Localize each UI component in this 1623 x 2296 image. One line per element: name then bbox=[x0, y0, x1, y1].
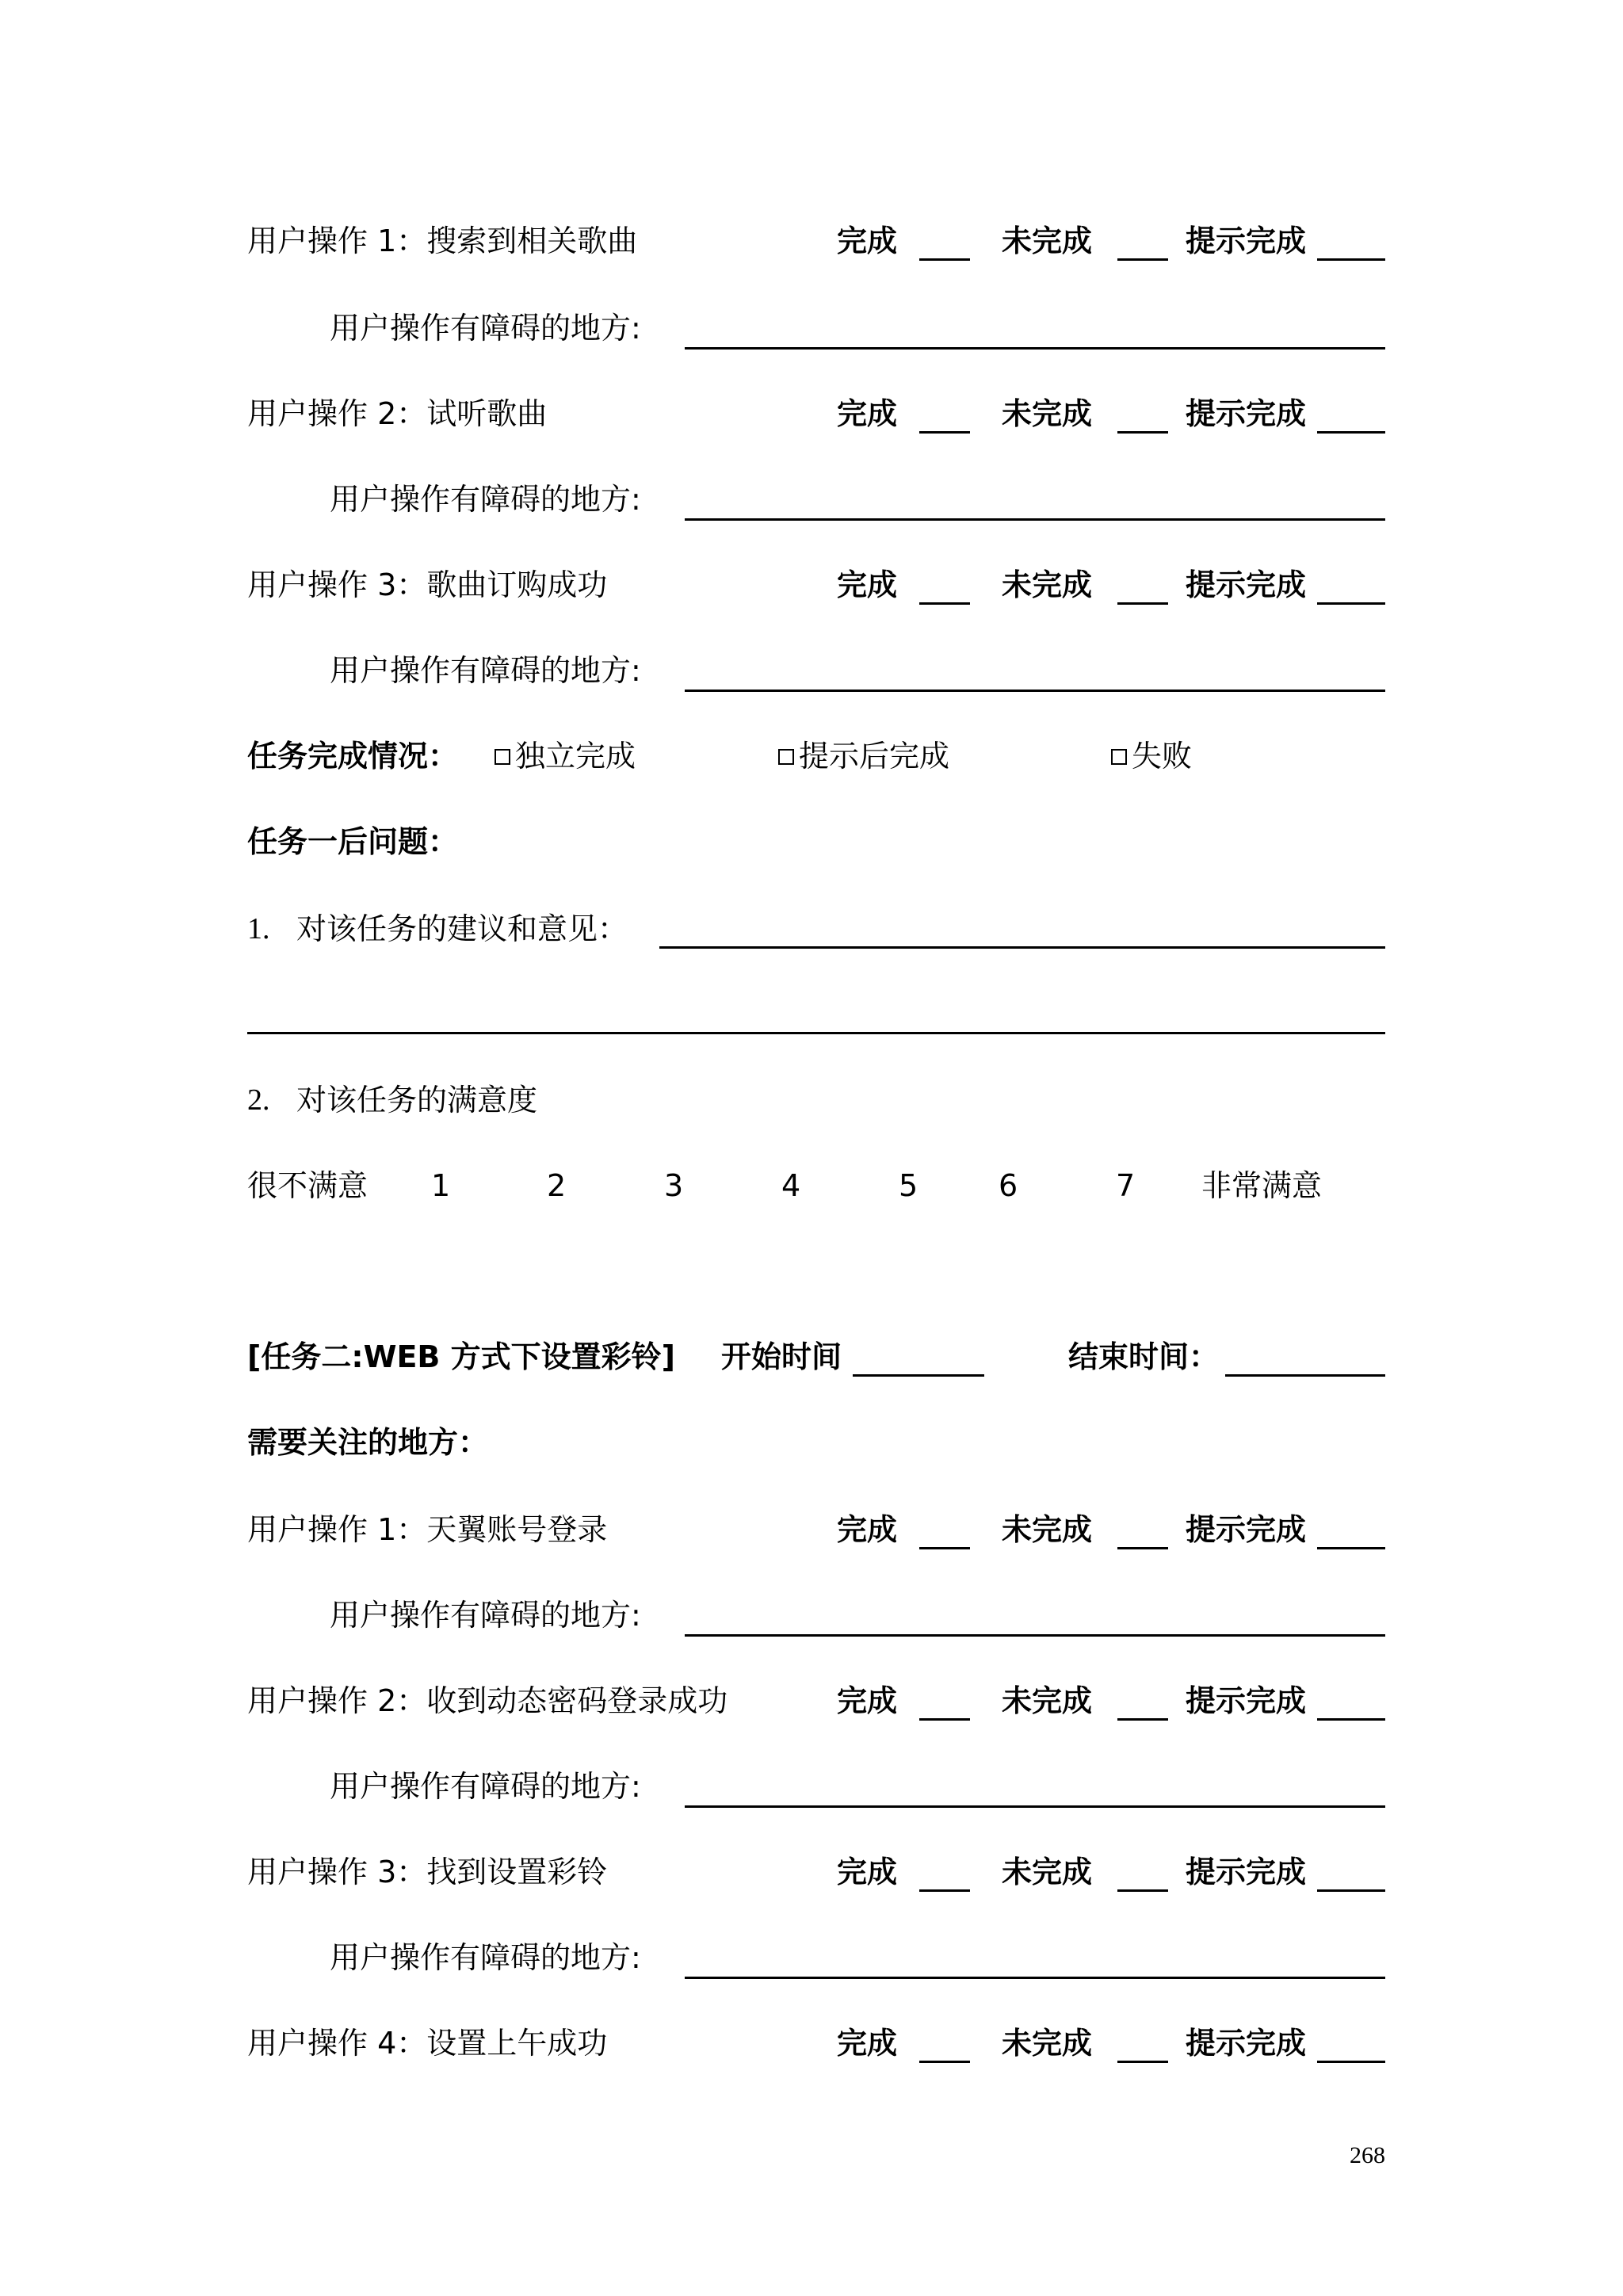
task1-op-2-row bbox=[247, 390, 1385, 437]
status-not-done-blank[interactable] bbox=[1117, 602, 1168, 605]
task2-header-row bbox=[247, 1333, 1385, 1381]
scale-point-1[interactable]: 1 bbox=[431, 1168, 451, 1203]
status-done-blank[interactable] bbox=[919, 2061, 970, 2063]
q2-number: 2. bbox=[247, 1083, 270, 1117]
status-hinted-label: 提示完成 bbox=[1186, 396, 1307, 431]
status-hinted-blank[interactable] bbox=[1317, 1547, 1385, 1549]
q1-answer-blank-2[interactable] bbox=[247, 1032, 1385, 1034]
page-number: 268 bbox=[1350, 2142, 1385, 2168]
obstacle-label: 用户操作有障碍的地方: bbox=[330, 1940, 641, 1975]
q1-continuation-row bbox=[247, 991, 1385, 1038]
scale-low-label: 很不满意 bbox=[247, 1168, 369, 1203]
obstacle-label: 用户操作有障碍的地方: bbox=[330, 1769, 641, 1804]
option-failed[interactable]: 失败 bbox=[1111, 732, 1192, 780]
obstacle-label: 用户操作有障碍的地方: bbox=[330, 1598, 641, 1633]
status-not-done-blank[interactable] bbox=[1117, 431, 1168, 434]
task2-op-2-label: 用户操作 2：收到动态密码登录成功 bbox=[247, 1683, 728, 1718]
q1-text: 对该任务的建议和意见： bbox=[296, 911, 628, 946]
status-hinted-label: 提示完成 bbox=[1186, 2026, 1307, 2061]
status-hinted-label: 提示完成 bbox=[1186, 1855, 1307, 1889]
status-not-done-blank[interactable] bbox=[1117, 1889, 1168, 1892]
scale-point-6[interactable]: 6 bbox=[999, 1168, 1018, 1203]
status-done-label: 完成 bbox=[837, 567, 898, 602]
status-hinted-blank[interactable] bbox=[1317, 1889, 1385, 1892]
task1-op-1-obstacle-row bbox=[330, 304, 1385, 352]
q1-row bbox=[247, 905, 1385, 953]
status-hinted-blank[interactable] bbox=[1317, 2061, 1385, 2063]
status-hinted-label: 提示完成 bbox=[1186, 1512, 1307, 1547]
focus-title: 需要关注的地方： bbox=[247, 1425, 489, 1460]
obstacle-blank[interactable] bbox=[685, 1805, 1385, 1808]
task2-op-3-row bbox=[247, 1848, 1385, 1896]
task1-op-1-row bbox=[247, 217, 1385, 265]
checkbox-icon[interactable] bbox=[1111, 749, 1127, 765]
obstacle-blank[interactable] bbox=[685, 1634, 1385, 1637]
completion-label: 任务完成情况： bbox=[247, 739, 459, 774]
task2-op-4-label: 用户操作 4：设置上午成功 bbox=[247, 2026, 608, 2061]
option-with-hint[interactable]: 提示后完成 bbox=[778, 732, 949, 780]
obstacle-label: 用户操作有障碍的地方: bbox=[330, 482, 641, 517]
task1-questions-title-row bbox=[247, 818, 1385, 865]
status-done-blank[interactable] bbox=[919, 1718, 970, 1721]
task1-completion-row bbox=[247, 732, 1385, 780]
q1-answer-blank[interactable] bbox=[659, 946, 1385, 949]
checkbox-icon[interactable] bbox=[778, 749, 794, 765]
status-not-done-blank[interactable] bbox=[1117, 1718, 1168, 1721]
task2-op-1-label: 用户操作 1：天翼账号登录 bbox=[247, 1512, 608, 1547]
q2-row bbox=[247, 1076, 1385, 1124]
obstacle-blank[interactable] bbox=[685, 347, 1385, 350]
status-hinted-blank[interactable] bbox=[1317, 431, 1385, 434]
scale-high-label: 非常满意 bbox=[1201, 1168, 1323, 1203]
status-hinted-label: 提示完成 bbox=[1186, 567, 1307, 602]
task1-op-1-label: 用户操作 1：搜索到相关歌曲 bbox=[247, 223, 638, 258]
status-done-blank[interactable] bbox=[919, 1889, 970, 1892]
status-not-done-label: 未完成 bbox=[1002, 396, 1093, 431]
status-not-done-label: 未完成 bbox=[1002, 567, 1093, 602]
q2-text: 对该任务的满意度 bbox=[296, 1083, 538, 1117]
status-done-label: 完成 bbox=[837, 223, 898, 258]
status-not-done-blank[interactable] bbox=[1117, 1547, 1168, 1549]
task1-op-3-label: 用户操作 3：歌曲订购成功 bbox=[247, 567, 608, 602]
task2-op-4-row bbox=[247, 2019, 1385, 2067]
obstacle-blank[interactable] bbox=[685, 690, 1385, 692]
status-hinted-blank[interactable] bbox=[1317, 258, 1385, 261]
obstacle-blank[interactable] bbox=[685, 518, 1385, 521]
task1-op-3-row bbox=[247, 561, 1385, 609]
start-time-blank[interactable] bbox=[853, 1374, 984, 1377]
scale-point-4[interactable]: 4 bbox=[781, 1168, 801, 1203]
status-done-label: 完成 bbox=[837, 1683, 898, 1718]
status-done-label: 完成 bbox=[837, 1855, 898, 1889]
questions-title: 任务一后问题： bbox=[247, 824, 459, 859]
satisfaction-scale-row bbox=[247, 1162, 1385, 1209]
status-not-done-label: 未完成 bbox=[1002, 2026, 1093, 2061]
obstacle-label: 用户操作有障碍的地方: bbox=[330, 311, 641, 346]
task2-op-1-obstacle-row bbox=[330, 1591, 1385, 1639]
task2-op-1-row bbox=[247, 1506, 1385, 1553]
q1-number: 1. bbox=[247, 912, 270, 946]
task1-op-2-label: 用户操作 2：试听歌曲 bbox=[247, 396, 548, 431]
start-time-label: 开始时间 bbox=[721, 1339, 842, 1374]
scale-point-7[interactable]: 7 bbox=[1116, 1168, 1136, 1203]
scale-point-5[interactable]: 5 bbox=[899, 1168, 918, 1203]
task2-focus-title-row bbox=[247, 1419, 1385, 1466]
task2-title: [任务二:WEB 方式下设置彩铃] bbox=[247, 1339, 675, 1374]
status-done-label: 完成 bbox=[837, 396, 898, 431]
status-done-label: 完成 bbox=[837, 2026, 898, 2061]
obstacle-blank[interactable] bbox=[685, 1977, 1385, 1979]
task2-op-3-obstacle-row bbox=[330, 1934, 1385, 1981]
task2-op-3-label: 用户操作 3：找到设置彩铃 bbox=[247, 1855, 608, 1889]
status-done-blank[interactable] bbox=[919, 431, 970, 434]
status-not-done-label: 未完成 bbox=[1002, 1683, 1093, 1718]
status-hinted-label: 提示完成 bbox=[1186, 1683, 1307, 1718]
scale-point-2[interactable]: 2 bbox=[547, 1168, 567, 1203]
status-not-done-label: 未完成 bbox=[1002, 223, 1093, 258]
status-not-done-blank[interactable] bbox=[1117, 2061, 1168, 2063]
status-not-done-blank[interactable] bbox=[1117, 258, 1168, 261]
checkbox-icon[interactable] bbox=[495, 749, 510, 765]
status-done-blank[interactable] bbox=[919, 1547, 970, 1549]
status-done-blank[interactable] bbox=[919, 258, 970, 261]
option-independent[interactable]: 独立完成 bbox=[495, 732, 636, 780]
task1-op-2-obstacle-row bbox=[330, 476, 1385, 523]
status-hinted-blank[interactable] bbox=[1317, 602, 1385, 605]
obstacle-label: 用户操作有障碍的地方: bbox=[330, 653, 641, 688]
status-hinted-label: 提示完成 bbox=[1186, 223, 1307, 258]
status-hinted-blank[interactable] bbox=[1317, 1718, 1385, 1721]
task2-op-2-row bbox=[247, 1677, 1385, 1725]
end-time-blank[interactable] bbox=[1225, 1374, 1385, 1377]
status-not-done-label: 未完成 bbox=[1002, 1855, 1093, 1889]
task1-op-3-obstacle-row bbox=[330, 647, 1385, 694]
status-done-label: 完成 bbox=[837, 1512, 898, 1547]
task2-op-2-obstacle-row bbox=[330, 1763, 1385, 1810]
status-done-blank[interactable] bbox=[919, 602, 970, 605]
status-not-done-label: 未完成 bbox=[1002, 1512, 1093, 1547]
end-time-label: 结束时间： bbox=[1068, 1339, 1220, 1374]
scale-point-3[interactable]: 3 bbox=[664, 1168, 684, 1203]
